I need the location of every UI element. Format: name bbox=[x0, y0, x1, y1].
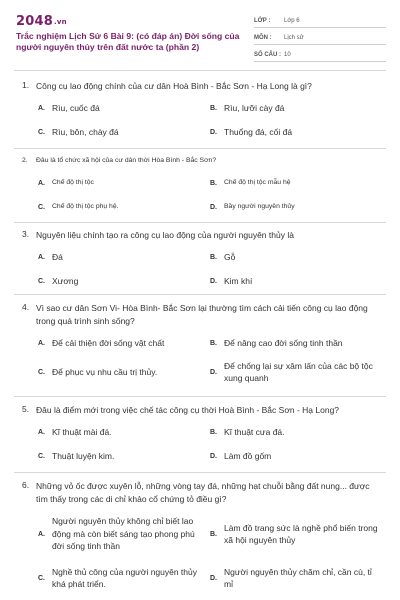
question-1 bbox=[22, 80, 380, 137]
option-letter: C. bbox=[38, 128, 45, 136]
option-text: Kĩ thuật cưa đá. bbox=[224, 427, 285, 437]
option-letter: A. bbox=[38, 253, 45, 261]
option-b[interactable] bbox=[210, 514, 380, 554]
option-letter: C. bbox=[38, 368, 45, 376]
divider bbox=[14, 70, 386, 71]
option-a[interactable] bbox=[38, 251, 208, 264]
option-text: Làm đồ trang sức là nghề phổ biến trong xã hội nguyên thủy bbox=[224, 522, 378, 545]
option-letter: C. bbox=[38, 452, 45, 460]
option-d[interactable] bbox=[210, 275, 380, 288]
option-c[interactable] bbox=[38, 202, 208, 212]
option-letter: A. bbox=[38, 339, 45, 347]
option-letter: C. bbox=[38, 203, 45, 211]
site-logo[interactable] bbox=[16, 14, 67, 29]
option-text: Bầy người nguyên thủy bbox=[224, 203, 295, 210]
option-letter: A. bbox=[38, 104, 45, 112]
option-b[interactable] bbox=[210, 251, 380, 264]
option-text: Đá bbox=[52, 252, 63, 262]
logo-text: 2048 bbox=[16, 14, 53, 29]
question-text: Vì sao cư dân Sơn Vi- Hòa Bình- Bắc Sơn lại thường tìm cách cải tiến công cụ lao động trong quá trình sinh sống? bbox=[36, 303, 368, 326]
question-number: 5. bbox=[22, 404, 30, 414]
meta-label: MÔN : bbox=[254, 34, 272, 41]
divider bbox=[14, 222, 386, 223]
option-text: Thuổng đá, cối đá bbox=[224, 127, 293, 137]
option-letter: B. bbox=[210, 428, 217, 436]
option-a[interactable] bbox=[38, 426, 208, 439]
option-a[interactable] bbox=[38, 514, 202, 554]
option-letter: C. bbox=[38, 277, 45, 285]
option-letter: C. bbox=[38, 574, 45, 582]
divider bbox=[14, 294, 386, 295]
meta-row-subject bbox=[254, 31, 386, 45]
meta-value: Lịch sử bbox=[284, 34, 304, 41]
option-letter: D. bbox=[210, 574, 217, 582]
option-letter: B. bbox=[210, 530, 217, 538]
option-c[interactable] bbox=[38, 275, 208, 288]
option-text: Chế độ thị tộc bbox=[52, 179, 94, 186]
document-title: Trắc nghiệm Lịch Sử 6 Bài 9: (có đáp án) Đời sống của người nguyên thủy trên đất nước ta (phần 2) bbox=[16, 31, 240, 52]
option-text: Làm đồ gốm bbox=[224, 451, 272, 461]
meta-box bbox=[254, 14, 386, 65]
option-text: Rìu, cuốc đá bbox=[52, 103, 100, 113]
option-text: Để phục vụ nhu cầu trị thủy. bbox=[52, 366, 158, 377]
option-letter: B. bbox=[210, 179, 217, 187]
meta-value: 10 bbox=[284, 51, 291, 58]
meta-row-class bbox=[254, 14, 386, 28]
option-letter: D. bbox=[210, 277, 217, 285]
option-letter: D. bbox=[210, 128, 217, 136]
option-text: Chế độ thị tộc phụ hệ. bbox=[52, 203, 119, 210]
option-text: Kim khí bbox=[224, 276, 253, 286]
question-4 bbox=[22, 302, 380, 383]
option-d[interactable] bbox=[210, 202, 380, 212]
question-text: Nguyên liệu chính tạo ra công cụ lao động của người nguyên thủy là bbox=[36, 230, 294, 240]
option-c[interactable] bbox=[38, 450, 208, 463]
option-letter: D. bbox=[210, 203, 217, 211]
question-text: Công cụ lao động chính của cư dân Hoà Bình - Bắc Sơn - Hạ Long là gì? bbox=[36, 81, 312, 91]
option-letter: A. bbox=[38, 179, 45, 187]
option-a[interactable] bbox=[38, 178, 208, 188]
option-c[interactable] bbox=[38, 564, 202, 592]
option-text: Gỗ bbox=[224, 252, 236, 262]
question-number: 3. bbox=[22, 229, 30, 239]
option-letter: B. bbox=[210, 253, 217, 261]
option-c[interactable] bbox=[38, 126, 208, 139]
meta-value: Lớp 6 bbox=[284, 17, 300, 24]
option-text: Để cải thiện đời sống vật chất bbox=[52, 337, 165, 348]
divider bbox=[14, 148, 386, 149]
meta-label: LỚP : bbox=[254, 17, 271, 24]
question-text: Những vỏ ốc được xuyên lỗ, những vòng tay đá, những hạt chuỗi bằng đất nung... được tìm thấy trong các di chỉ khảo cổ chứng tỏ điều gì? bbox=[36, 481, 370, 504]
option-letter: D. bbox=[210, 368, 217, 376]
question-number: 4. bbox=[22, 302, 30, 312]
option-text: Nghề thủ công của người nguyên thủy khá phát triển. bbox=[52, 566, 198, 589]
option-d[interactable] bbox=[210, 564, 380, 592]
question-6 bbox=[22, 480, 380, 589]
option-text: Xương bbox=[52, 276, 79, 286]
divider bbox=[14, 396, 386, 397]
option-text: Để chống lại sự xâm lấn của các bộ tộc xung quanh bbox=[224, 360, 373, 383]
option-d[interactable] bbox=[210, 450, 380, 463]
question-5 bbox=[22, 404, 380, 461]
document-header bbox=[16, 14, 386, 64]
option-text: Thuật luyện kim. bbox=[52, 451, 115, 461]
option-text: Người nguyên thủy không chỉ biết lao động mà còn biết sáng tạo phong phú đời sống tinh thần bbox=[52, 516, 195, 552]
question-text: Đâu là tổ chức xã hội của cư dân thời Hòa Bình - Bắc Sơn? bbox=[36, 157, 217, 164]
option-letter: D. bbox=[210, 452, 217, 460]
option-letter: A. bbox=[38, 428, 45, 436]
question-number: 1. bbox=[22, 80, 30, 90]
option-text: Rìu, bôn, chày đá bbox=[52, 127, 119, 137]
meta-label: SỐ CÂU : bbox=[254, 51, 281, 58]
option-letter: A. bbox=[38, 530, 45, 538]
question-3 bbox=[22, 229, 380, 286]
option-b[interactable] bbox=[210, 102, 380, 115]
question-number: 6. bbox=[22, 480, 30, 490]
option-letter: B. bbox=[210, 339, 217, 347]
option-a[interactable] bbox=[38, 336, 208, 350]
option-text: Kĩ thuật mài đá. bbox=[52, 427, 112, 437]
option-d[interactable] bbox=[210, 358, 380, 386]
option-b[interactable] bbox=[210, 178, 380, 188]
logo-suffix: .vn bbox=[53, 18, 67, 26]
option-text: Người nguyên thủy chăm chỉ, cần cù, tỉ mỉ bbox=[224, 566, 372, 589]
option-text: Chế độ thị tộc mẫu hệ bbox=[224, 179, 291, 186]
option-c[interactable] bbox=[38, 358, 208, 386]
question-text: Đâu là điểm mới trong việc chế tác công cụ thời Hoà Bình - Bắc Sơn - Hạ Long? bbox=[36, 405, 340, 415]
option-b[interactable] bbox=[210, 336, 380, 350]
question-number: 2. bbox=[22, 157, 28, 164]
meta-row-count bbox=[254, 48, 386, 62]
divider bbox=[14, 472, 386, 473]
option-text: Rìu, lưỡi cày đá bbox=[224, 103, 285, 113]
option-text: Để nâng cao đời sống tinh thần bbox=[224, 337, 343, 348]
option-letter: B. bbox=[210, 104, 217, 112]
question-2 bbox=[22, 156, 380, 211]
option-d[interactable] bbox=[210, 126, 380, 139]
option-b[interactable] bbox=[210, 426, 380, 439]
option-a[interactable] bbox=[38, 102, 208, 115]
